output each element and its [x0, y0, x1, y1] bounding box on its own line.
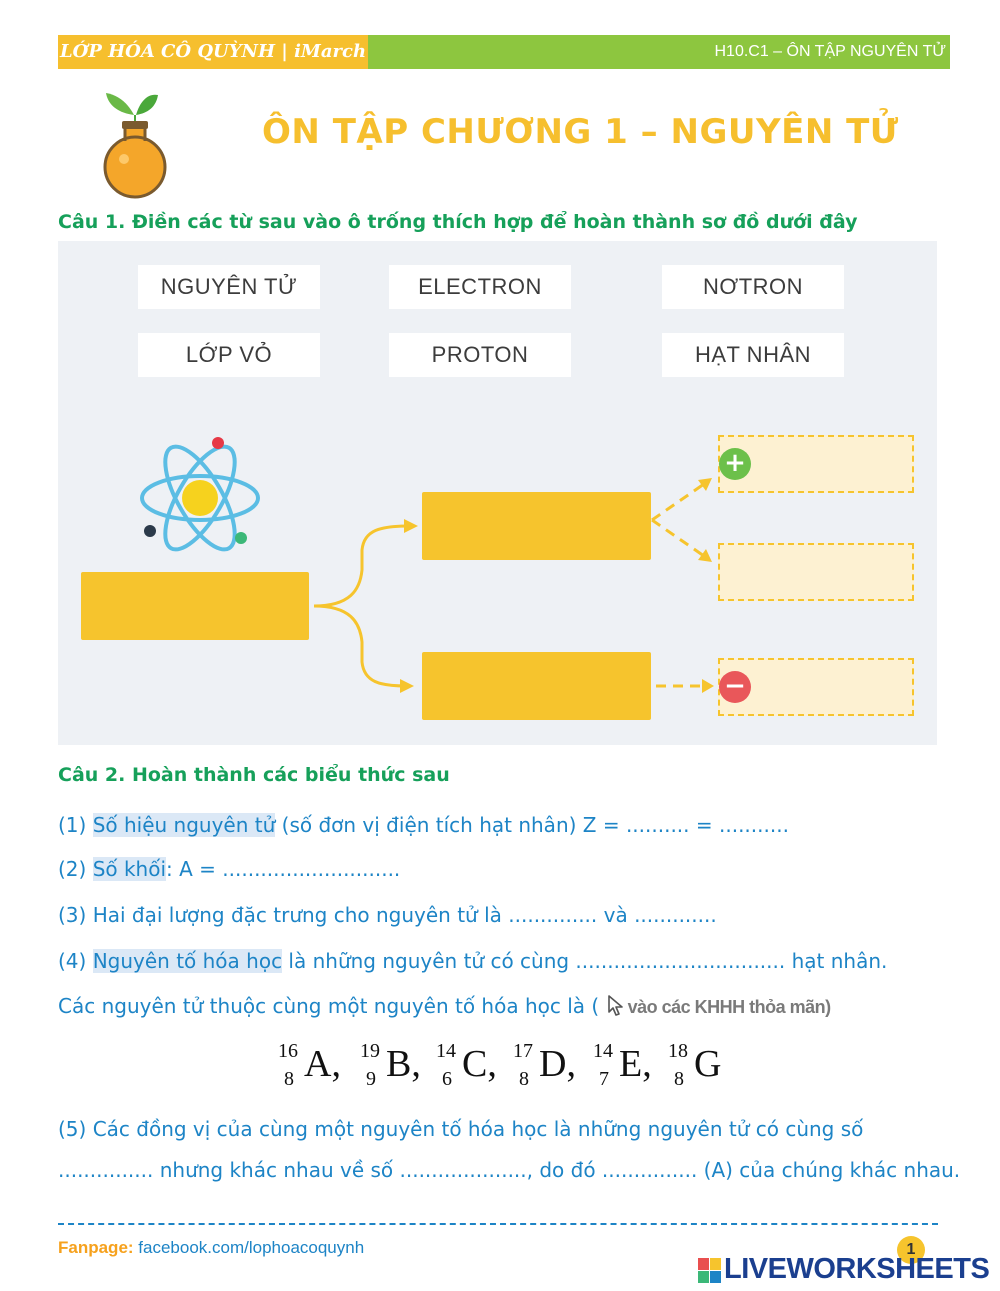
header-lesson-code: H10.C1 – ÔN TẬP NGUYÊN TỬ: [368, 35, 950, 69]
page-number: 1: [897, 1236, 925, 1264]
diagram-connectors: [300, 420, 740, 720]
fanpage-label: Fanpage:: [58, 1238, 134, 1257]
q2-line-2-rest: : A = ............................: [166, 857, 401, 881]
q2-line-1-rest: (số đơn vị điện tích hạt nhân) Z = .......... = ...........: [275, 813, 789, 837]
q2-line-5-hint: vào các KHHH thỏa mãn): [627, 997, 831, 1017]
q2-line-5: [58, 994, 831, 1018]
q2-line-4-rest: là những nguyên tử có cùng ................................. hạt nhân.: [282, 949, 888, 973]
minus-icon: −: [719, 671, 751, 703]
atom-icon: [138, 432, 264, 562]
word-chip-notron[interactable]: NƠTRON: [662, 265, 844, 309]
word-chip-proton[interactable]: PROTON: [389, 333, 571, 377]
mass-number: 16: [278, 1040, 298, 1062]
atomic-number: 6: [442, 1068, 452, 1090]
q2-line-6: (5) Các đồng vị của cùng một nguyên tố hóa học là những nguyên tử có cùng số: [58, 1117, 864, 1141]
element-letter: D,: [539, 1043, 576, 1085]
q2-line-5-main: Các nguyên tử thuộc cùng một nguyên tố hóa học là (: [58, 994, 606, 1018]
answer-box-neutron[interactable]: [718, 543, 914, 601]
term-mass-number[interactable]: Số khối: [92, 857, 167, 881]
mass-number: 17: [513, 1040, 533, 1062]
term-atomic-number[interactable]: Số hiệu nguyên tử: [92, 813, 276, 837]
atomic-number: 9: [366, 1068, 376, 1090]
element-letter: A,: [304, 1043, 341, 1085]
atomic-number: 7: [599, 1068, 609, 1090]
atomic-number: 8: [674, 1068, 684, 1090]
element-letter: E,: [619, 1043, 652, 1085]
word-chip-electron[interactable]: ELECTRON: [389, 265, 571, 309]
word-chip-lop-vo[interactable]: LỚP VỎ: [138, 333, 320, 377]
atomic-number: 8: [284, 1068, 294, 1090]
isotope-symbols: [270, 1038, 740, 1098]
mass-number: 19: [360, 1040, 380, 1062]
plus-icon: +: [719, 448, 751, 480]
q2-line-2-prefix: (2): [58, 857, 93, 881]
cursor-click-icon: [606, 994, 628, 1016]
element-letter: B,: [386, 1043, 421, 1085]
fanpage-link[interactable]: facebook.com/lophoacoquynh: [133, 1238, 365, 1257]
element-letter: G: [694, 1043, 722, 1085]
q2-line-4: [58, 949, 887, 973]
atomic-number: 8: [519, 1068, 529, 1090]
q2-line-3: (3) Hai đại lượng đặc trưng cho nguyên tử là .............. và .............: [58, 903, 717, 927]
mass-number: 14: [436, 1040, 456, 1062]
mass-number: 18: [668, 1040, 688, 1062]
term-chemical-element[interactable]: Nguyên tố hóa học: [92, 949, 283, 973]
liveworksheets-logo-icon: [698, 1258, 722, 1284]
header-class-name: LỚP HÓA CÔ QUỲNH | iMarch: [58, 35, 368, 69]
fanpage-line: [58, 1238, 364, 1258]
mass-number: 14: [593, 1040, 613, 1062]
question-1-heading: Câu 1. Điền các từ sau vào ô trống thích hợp để hoàn thành sơ đồ dưới đây: [58, 211, 858, 233]
page-title: ÔN TẬP CHƯƠNG 1 – NGUYÊN TỬ: [262, 112, 899, 152]
liveworksheets-logo-text[interactable]: LIVEWORKSHEETS: [724, 1253, 990, 1285]
answer-box-atom[interactable]: [81, 572, 309, 640]
element-letter: C,: [462, 1043, 497, 1085]
footer-divider: [58, 1223, 938, 1225]
flask-plant-icon: [100, 85, 172, 200]
question-2-heading: Câu 2. Hoàn thành các biểu thức sau: [58, 764, 450, 786]
word-chip-hat-nhan[interactable]: HẠT NHÂN: [662, 333, 844, 377]
q2-line-1: [58, 813, 789, 837]
q2-line-7: ............... nhưng khác nhau về số ...................., do đó ............... (A) của chúng khác nhau.: [58, 1158, 961, 1182]
q2-line-4-prefix: (4): [58, 949, 93, 973]
q2-line-2: [58, 857, 400, 881]
q2-line-1-prefix: (1): [58, 813, 93, 837]
word-chip-nguyen-tu[interactable]: NGUYÊN TỬ: [138, 265, 320, 309]
